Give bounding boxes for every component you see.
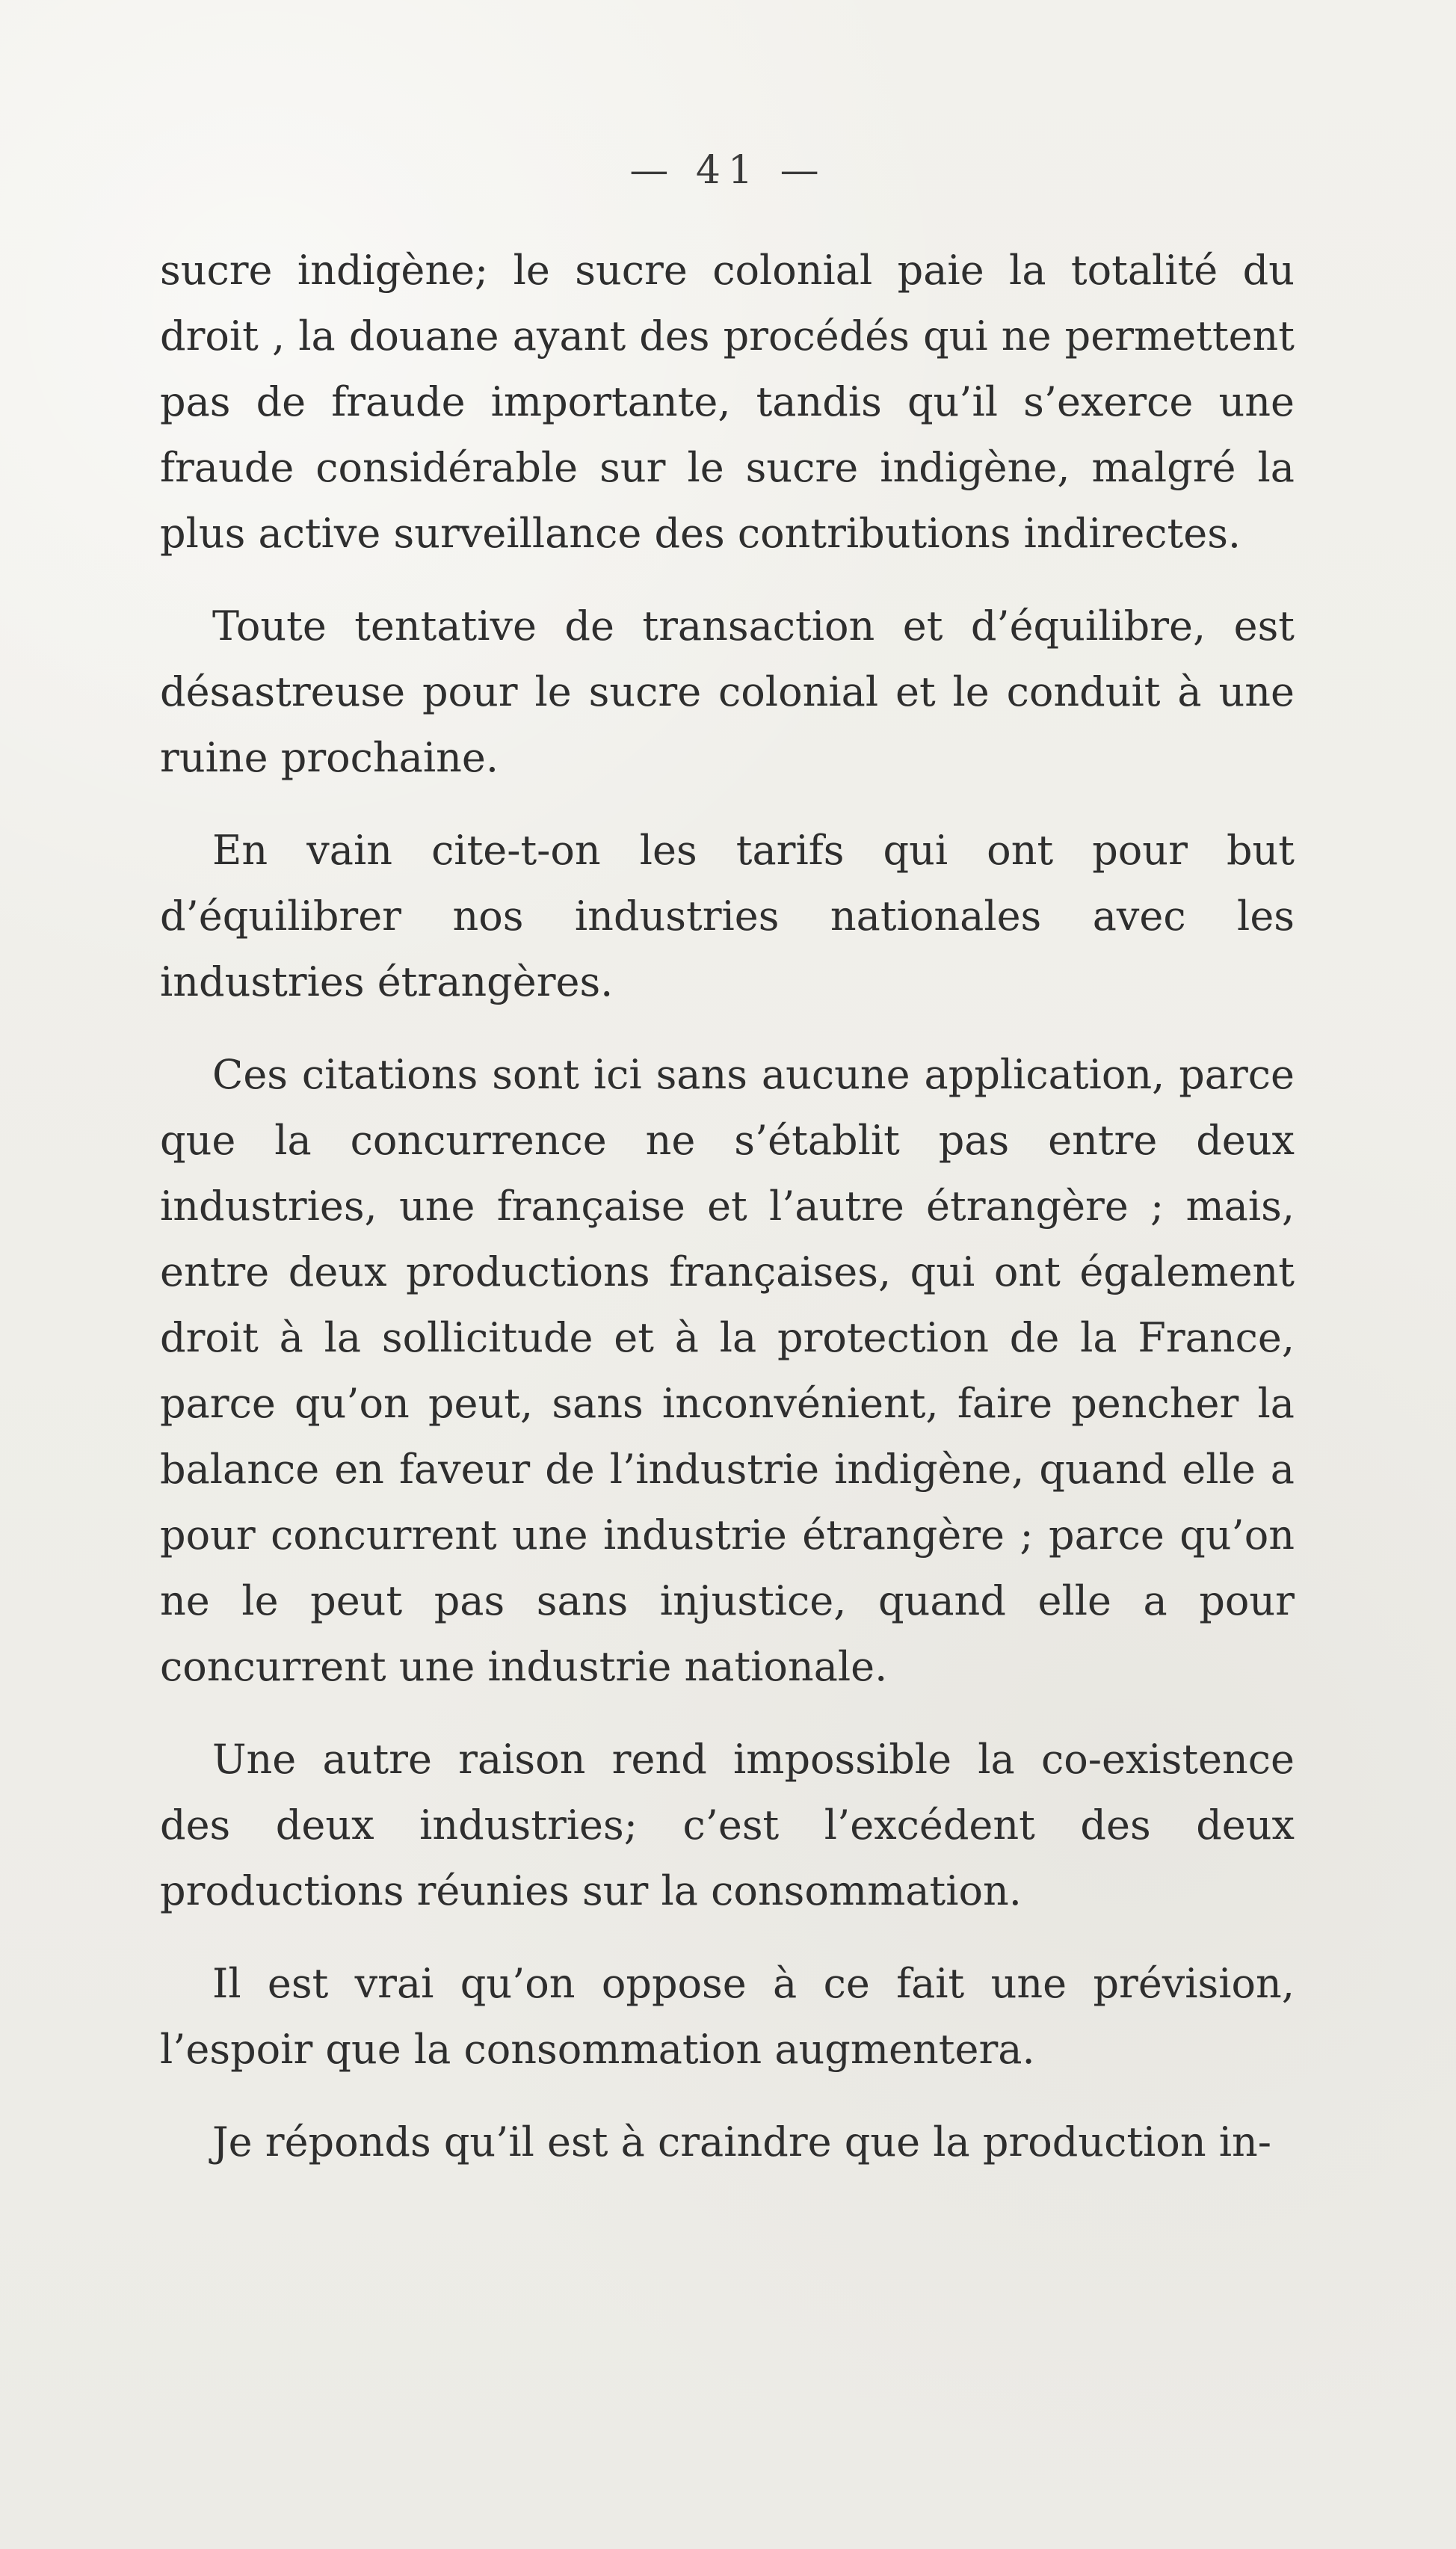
paragraph-6: Il est vrai qu’on oppose à ce fait une prévision, l’espoir que la consommation augmentera. [160,1960,1295,2073]
paragraph-5: Une autre raison rend impossible la co-existence des deux industries; c’est l’excédent des deux productions réunies sur la consommation. [160,1736,1295,1914]
paragraph-3: En vain cite-t-on les tarifs qui ont pour but d’équilibrer nos industries nationales avec les industries étrangères. [160,827,1295,1005]
body-text [160,238,1295,2175]
paragraph-1: sucre indigène; le sucre colonial paie la totalité du droit , la douane ayant des procédés qui ne permettent pas de fraude importante, tandis qu’il s’exerce une fraude considérable sur le sucre indigène, malgré la plus active surveillance des contributions indirectes. [160,247,1295,557]
paragraph-2: Toute tentative de transaction et d’équilibre, est désastreuse pour le sucre colonial et le conduit à une ruine prochaine. [160,602,1295,781]
paragraph-7: Je réponds qu’il est à craindre que la production in- [212,2118,1272,2166]
page-number: — 41 — [629,148,827,193]
paragraph-4: Ces citations sont ici sans aucune application, parce que la concurrence ne s’établit pas entre deux industries, une française et l’autre étrangère ; mais, entre deux productions françaises, qui ont également droit à la sollicitude et à la protection de la France, parce qu’on peut, sans inconvénient, faire pencher la balance en faveur de l’industrie indigène, quand elle a pour concurrent une industrie étrangère ; parce qu’on ne le peut pas sans injustice, quand elle a pour concurrent une industrie nationale. [160,1051,1295,1690]
